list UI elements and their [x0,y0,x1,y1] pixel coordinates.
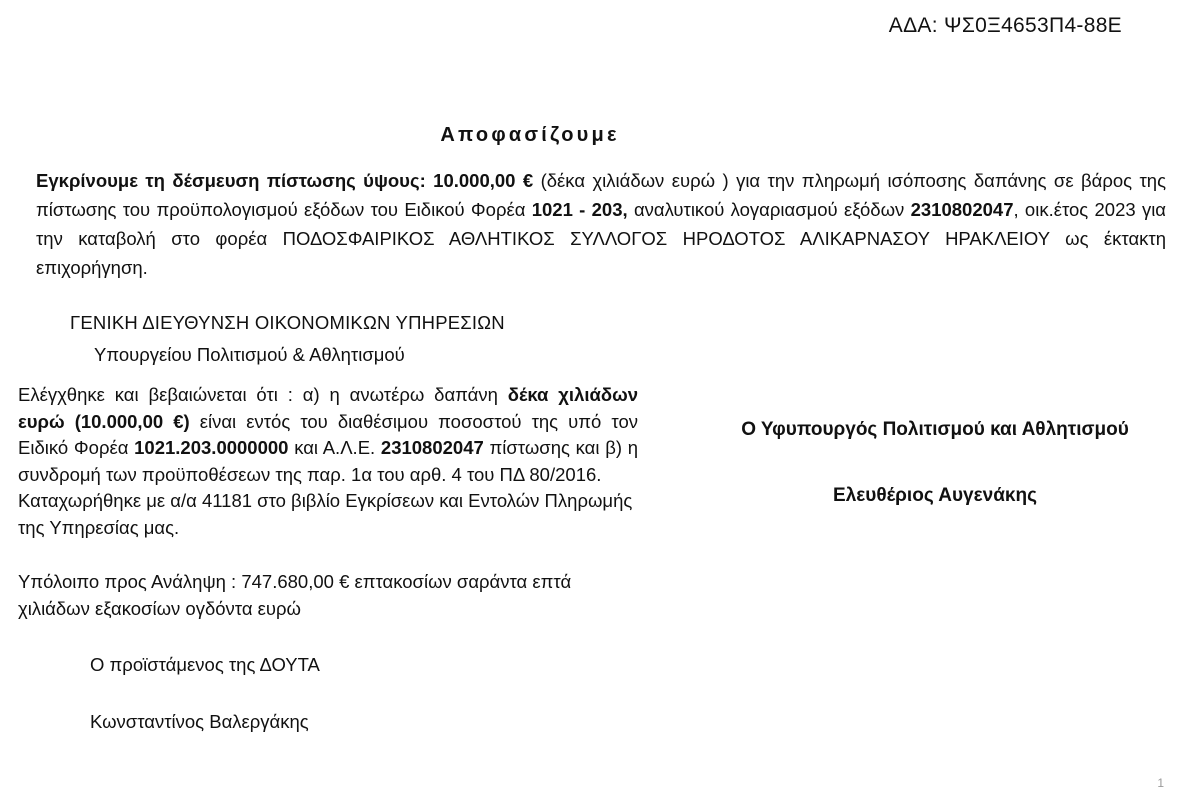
doyta-head-role: Ο προϊστάμενος της ΔΟΥΤΑ [90,654,320,675]
approval-lead-bold: Εγκρίνουμε τη δέσμευση πίστωσης ύψους: 10.000,00 € [36,170,534,191]
account-code: 2310802047 [910,199,1014,220]
approval-after-lead: (δέκα χιλιάδων ευρώ ) για την πληρωμή ισόποσης δαπάνης σε βάρος της πίστωσης του προϋπολογισμού εξόδων του Ειδικού Φορέα [36,170,1166,220]
decision-heading: Αποφασίζουμε [440,124,620,146]
department-title: ΓΕΝΙΚΗ ΔΙΕΥΘΥΝΣΗ ΟΙΚΟΝΟΜΙΚΩΝ ΥΠΗΡΕΣΙΩΝ [70,312,505,333]
doyta-head-name: Κωνσταντίνος Βαλεργάκης [90,710,309,732]
minister-name: Ελευθέριος Αυγενάκης [833,485,1037,506]
approval-tail-text: , οικ.έτος 2023 για την καταβολή στο φορέα ΠΟΔΟΣΦΑΙΡΙΚΟΣ ΑΘΛΗΤΙΚΟΣ ΣΥΛΛΟΓΟΣ ΗΡΟΔΟΤΟΣ ΑΛΙΚΑΡΝΑΣΟΥ ΗΡΑΚΛΕΙΟΥ ως έκτακτη επιχορήγηση. [36,199,1167,278]
cert-ale-code: 2310802047 [380,437,484,458]
cert-text-2: είναι εντός του διαθέσιμου ποσοστού της υπό τον Ειδικό Φορέα [18,410,638,458]
special-body-code: 1021 - 203, [531,199,628,220]
ada-code-line [889,14,1122,38]
financial-certification-block [18,310,638,735]
cert-text-4: πίστωσης και β) η συνδρομή των προϋποθέσεων της παρ. 1α του αρθ. 4 του ΠΔ 80/2016. [18,437,639,485]
registry-entry-text: Καταχωρήθηκε με α/α 41181 στο βιβλίο Εγκρίσεων και Εντολών Πληρωμής της Υπηρεσίας μας. [18,490,633,538]
certification-paragraph [18,382,638,488]
cert-special-body-code: 1021.203.0000000 [134,437,289,458]
page-artifact-mark: 1 [1157,776,1164,790]
cert-text-3: και Α.Λ.Ε. [288,437,381,458]
minister-signature-block [700,416,1170,510]
remaining-balance-text: Υπόλοιπο προς Ανάληψη : 747.680,00 € επτακοσίων σαράντα επτά χιλιάδων εξακοσίων ογδόντα ευρώ [18,571,572,619]
cert-text-1: Ελέγχθηκε και βεβαιώνεται ότι : α) η ανωτέρω δαπάνη [18,384,508,405]
approval-paragraph [36,166,1166,282]
approval-mid-text: αναλυτικού λογαριασμού εξόδων [627,199,911,220]
ada-label: ΑΔΑ: [888,14,938,37]
department-subtitle: Υπουργείου Πολιτισμού & Αθλητισμού [94,343,405,365]
ada-code-value: ΨΣ0Ξ4653Π4-88Ε [944,14,1122,37]
minister-role: Ο Υφυπουργός Πολιτισμού και Αθλητισμού [741,419,1129,440]
cert-amount-bold: δέκα χιλιάδων ευρώ (10.000,00 €) [18,384,639,432]
